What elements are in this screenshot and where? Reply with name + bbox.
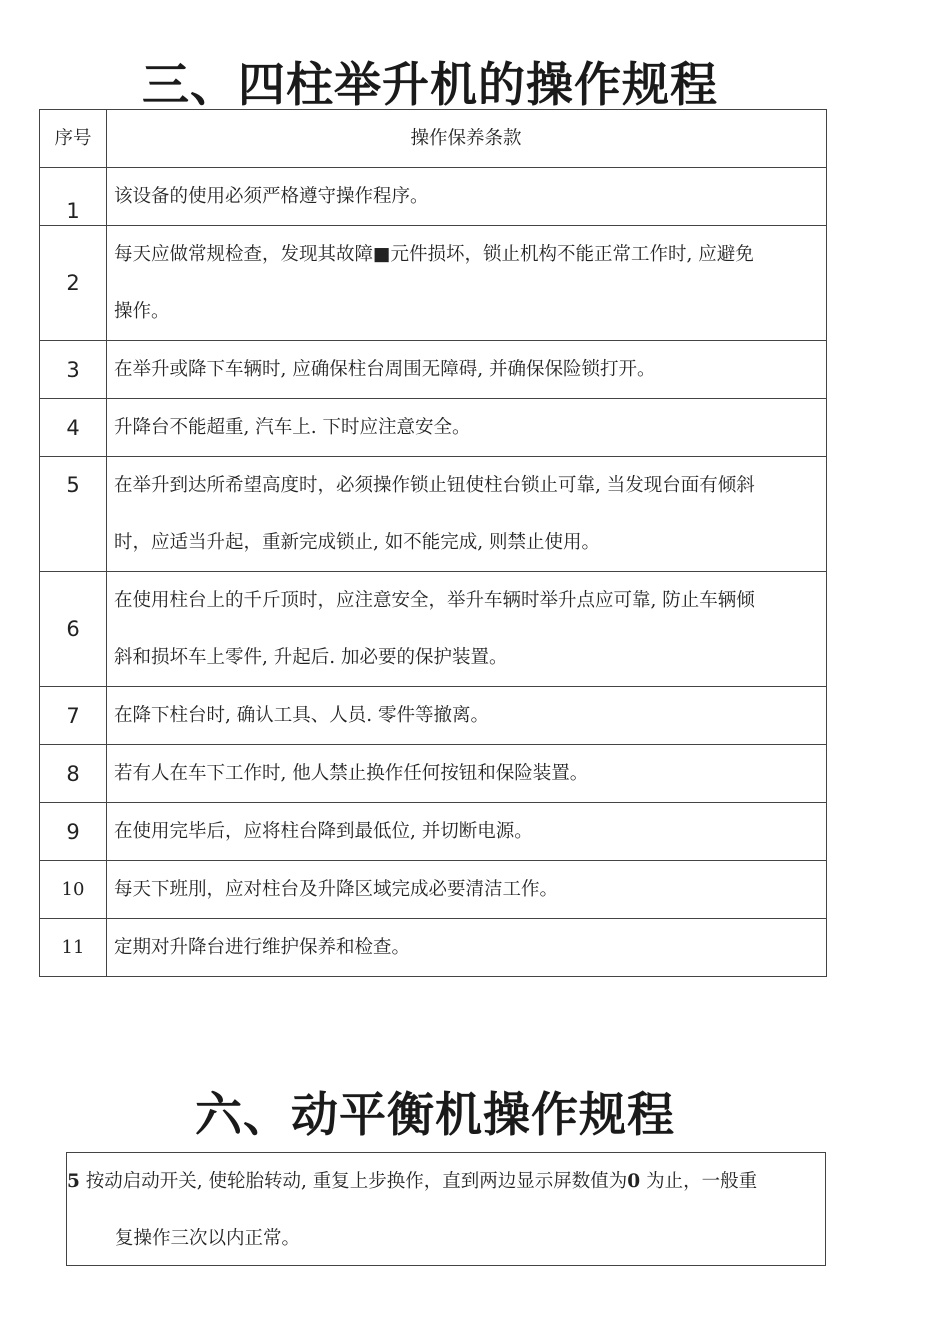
row-line: 该设备的使用必须严格遵守操作程序。 <box>114 186 429 207</box>
row-text <box>107 572 827 687</box>
table-row <box>40 572 827 687</box>
table-row <box>40 399 827 457</box>
table-row <box>40 341 827 399</box>
balancer-rule-box <box>66 1152 826 1266</box>
row-text <box>107 399 827 457</box>
header-no: 序号 <box>40 110 107 168</box>
row-line: 若有人在车下工作时, 他人禁止换作任何按钮和保险装置。 <box>114 763 589 784</box>
row-number: 6 <box>40 572 107 687</box>
table-row <box>40 226 827 341</box>
row-text <box>107 803 827 861</box>
row-line: 斜和损坏车上零件, 升起后. 加必要的保护装置。 <box>114 647 508 668</box>
row-number: 8 <box>40 745 107 803</box>
section1-title: 三、四柱举升机的操作规程 <box>142 58 718 113</box>
row-number: 9 <box>40 803 107 861</box>
section2-title: 六、动平衡机操作规程 <box>195 1088 675 1143</box>
row-number: 11 <box>40 919 107 977</box>
row-number: 5 <box>40 457 107 572</box>
table-row <box>40 457 827 572</box>
balancer-rule-text-a: 按动启动开关, 使轮胎转动, 重复上步换作，直到两边显示屏数值为 <box>85 1171 628 1192</box>
row-line: 在使用完毕后，应将柱台降到最低位, 并切断电源。 <box>114 821 533 842</box>
row-line: 每天应做常规检查，发现其故障■元件损坏，锁止机构不能正常工作时, 应避免 <box>114 244 754 265</box>
table-row <box>40 803 827 861</box>
row-text <box>107 226 827 341</box>
row-line: 在举升或降下车辆时, 应确保柱台周围无障碍, 并确保保险锁打开。 <box>114 359 656 380</box>
balancer-rule-value: 0 <box>627 1171 641 1192</box>
row-line: 时，应适当升起，重新完成锁止, 如不能完成, 则禁止使用。 <box>114 532 601 553</box>
table-row <box>40 168 827 226</box>
table-row <box>40 687 827 745</box>
row-line: 在降下柱台时, 确认工具、人员. 零件等撤离。 <box>114 705 490 726</box>
balancer-rule-number: 5 <box>67 1171 80 1192</box>
row-line: 操作。 <box>114 301 170 322</box>
row-text <box>107 919 827 977</box>
row-number: 4 <box>40 399 107 457</box>
table-header-row <box>40 110 827 168</box>
lift-rules-table <box>39 109 827 977</box>
row-text <box>107 168 827 226</box>
row-line: 定期对升降台进行维护保养和检查。 <box>114 937 411 958</box>
row-text <box>107 457 827 572</box>
table-row <box>40 745 827 803</box>
header-content: 操作保养条款 <box>107 110 827 168</box>
balancer-rule-line1 <box>67 1153 757 1210</box>
table-row <box>40 861 827 919</box>
row-text <box>107 745 827 803</box>
row-number: 3 <box>40 341 107 399</box>
balancer-rule-line2: 复操作三次以内正常。 <box>115 1228 301 1249</box>
table-row <box>40 919 827 977</box>
row-line: 升降台不能超重, 汽车上. 下时应注意安全。 <box>114 417 471 438</box>
row-number: 2 <box>40 226 107 341</box>
row-number: 1 <box>40 168 107 226</box>
row-line: 在举升到达所希望高度时，必须操作锁止钮使柱台锁止可靠, 当发现台面有倾斜 <box>114 475 755 496</box>
balancer-rule-text-b: 为止，一般重 <box>646 1171 758 1192</box>
row-line: 在使用柱台上的千斤顶时，应注意安全，举升车辆时举升点应可靠, 防止车辆倾 <box>114 590 755 611</box>
row-text <box>107 341 827 399</box>
row-number: 10 <box>40 861 107 919</box>
row-text <box>107 687 827 745</box>
row-number: 7 <box>40 687 107 745</box>
row-text <box>107 861 827 919</box>
row-line: 每天下班刖，应对柱台及升降区域完成必要清洁工作。 <box>114 879 559 900</box>
